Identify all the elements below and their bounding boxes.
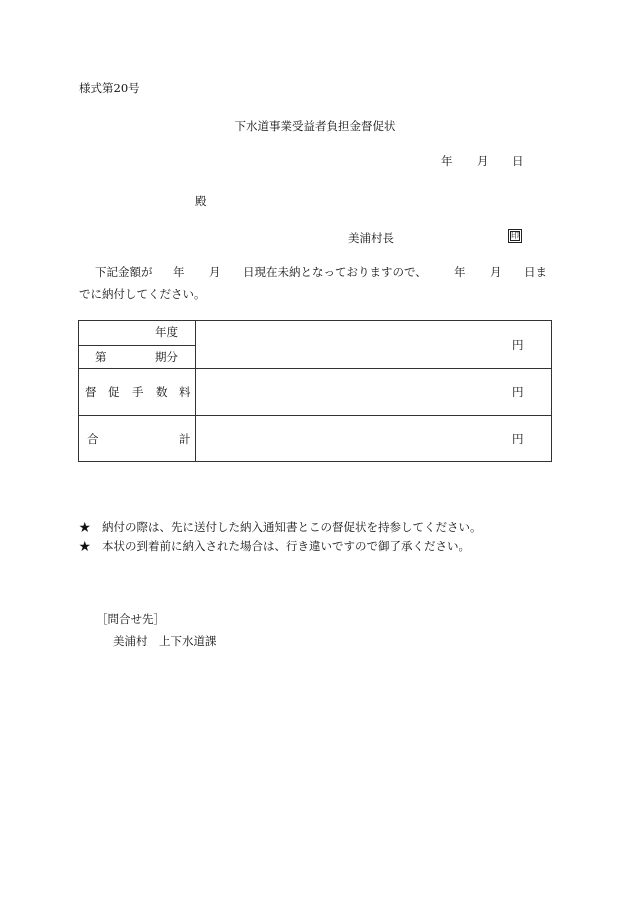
amount-table [78, 320, 552, 462]
fee-label-char: 料 [179, 385, 191, 399]
total-label-right: 計 [179, 432, 191, 446]
table-subrow-divider [79, 345, 195, 346]
addressee-suffix: 殿 [195, 194, 207, 208]
document-title: 下水道事業受益者負担金督促状 [234, 119, 396, 133]
body-text-segment: 年 [173, 265, 185, 279]
fiscal-year-label: 年度 [155, 325, 178, 339]
body-text-segment: 日ま [524, 265, 547, 279]
date-year: 年 [441, 154, 453, 168]
fee-label-char: 督 [85, 385, 97, 399]
term-label-prefix: 第 [95, 350, 107, 364]
note-item: ★ 納付の際は、先に送付した納入通知書とこの督促状を持参してください。 [79, 520, 482, 534]
body-text-segment: 月 [490, 265, 502, 279]
fee-unit: 円 [512, 385, 524, 399]
table-row-divider [79, 368, 551, 369]
amount-unit: 円 [512, 338, 524, 352]
body-text-segment: 日現在未納となっておりますので、 [243, 265, 427, 279]
table-row-divider [79, 415, 551, 416]
fee-label-char: 手 [132, 385, 144, 399]
body-text-segment: 下記金額が [95, 265, 153, 279]
form-number: 様式第20号 [79, 81, 140, 95]
term-label-suffix: 期分 [155, 350, 178, 364]
fee-label-char: 数 [156, 385, 168, 399]
note-item: ★ 本状の到着前に納入された場合は、行き違いですので御了承ください。 [79, 539, 470, 553]
total-label-left: 合 [87, 432, 99, 446]
body-text-segment: 年 [454, 265, 466, 279]
date-day: 日 [512, 154, 524, 168]
table-column-divider [195, 321, 196, 461]
seal-mark: 印 [511, 231, 519, 240]
contact-label: ［問合せ先］ [96, 612, 165, 626]
body-line-2: でに納付してください。 [79, 287, 206, 301]
total-unit: 円 [512, 432, 524, 446]
date-month: 月 [477, 154, 489, 168]
seal-stamp [508, 229, 522, 243]
fee-label-char: 促 [108, 385, 120, 399]
contact-department: 美浦村 上下水道課 [113, 634, 217, 648]
issuer-name: 美浦村長 [348, 231, 394, 245]
body-text-segment: 月 [209, 265, 221, 279]
